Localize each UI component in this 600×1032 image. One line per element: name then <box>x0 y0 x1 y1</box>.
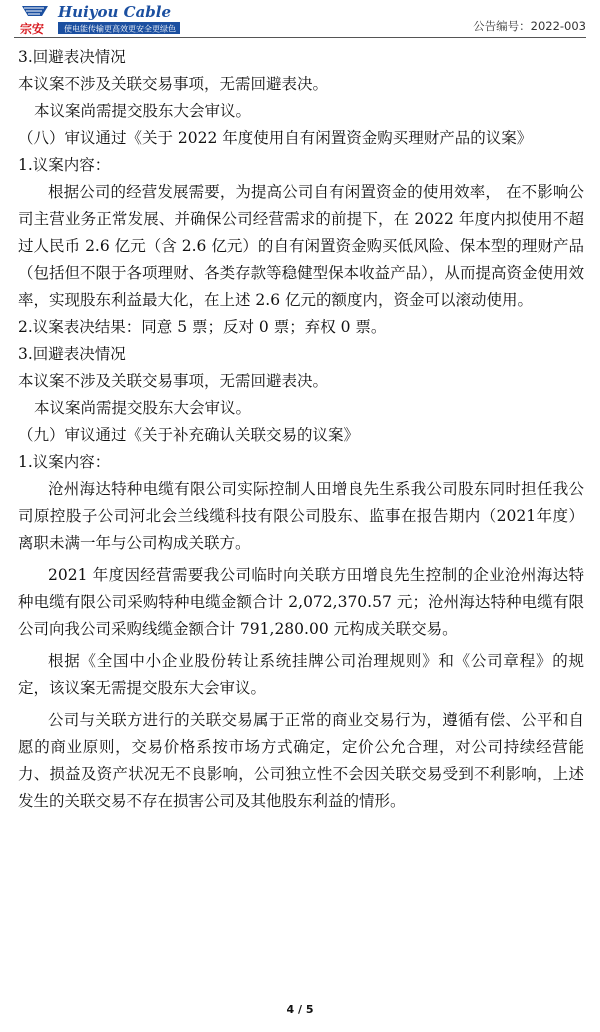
paragraph: 1.议案内容： <box>18 156 111 174</box>
paragraph: 公司与关联方进行的关联交易属于正常的商业交易行为，遵循有偿、公平和自愿的商业原则，交易价格系按市场方式确定，定价公允合理，对公司持续经营能力、损益及资产状况无不良影响，公司独立性不会因关联交易受到不利影响，上述发生的关联交易不存在损害公司及其他股东利益的情形。 <box>18 711 584 810</box>
paragraph: 3.回避表决情况 <box>18 48 126 66</box>
paragraph: 2.议案表决结果：同意 5 票；反对 0 票；弃权 0 票。 <box>18 318 387 336</box>
page-header <box>0 0 600 40</box>
logo-graphic <box>18 3 183 37</box>
paragraph: 本议案不涉及关联交易事项，无需回避表决。 <box>18 75 329 93</box>
section-heading: （九）审议通过《关于补充确认关联交易的议案》 <box>18 426 360 444</box>
paragraph: 沧州海达特种电缆有限公司实际控制人田增良先生系我公司股东同时担任我公司原控股子公司河北会兰线缆科技有限公司股东、监事在报告期内（2021年度）离职未满一年与公司构成关联方。 <box>18 480 584 552</box>
section-heading: （八）审议通过《关于 2022 年度使用自有闲置资金购买理财产品的议案》 <box>18 129 533 147</box>
logo-en-text: Huiyou Cable <box>58 3 172 21</box>
page-number: 4 / 5 <box>286 1003 314 1016</box>
paragraph: 本议案不涉及关联交易事项，无需回避表决。 <box>18 372 329 390</box>
paragraph: 本议案尚需提交股东大会审议。 <box>34 102 252 120</box>
logo-slogan-text: 使电能传输更高效更安全更绿色 <box>64 24 176 34</box>
company-logo <box>18 3 183 37</box>
paragraph: 2021 年度因经营需要我公司临时向关联方田增良先生控制的企业沧州海达特种电缆有限公司采购特种电缆金额合计 2,072,370.57 元；沧州海达特种电缆有限公司向我公司采购线缆金额合计 791,280.00 元构成关联交易。 <box>18 566 584 638</box>
document-body <box>18 44 584 815</box>
logo-emblem-icon <box>22 6 48 16</box>
paragraph: 根据公司的经营发展需要，为提高公司自有闲置资金的使用效率， 在不影响公司主营业务正常发展、并确保公司经营需求的前提下，在 2022 年度内拟使用不超过人民币 2.6 亿元（含 2.6 亿元）的自有闲置资金购买低风险、保本型的理财产品（包括但不限于各项理财、各类存款等稳健型保本收益产品），从而提高资金使用效率，实现股东利益最大化，在上述 2.6 亿元的额度内，资金可以滚动使用。 <box>18 183 584 309</box>
paragraph: 根据《全国中小企业股份转让系统挂牌公司治理规则》和《公司章程》的规定，该议案无需提交股东大会审议。 <box>18 652 584 697</box>
announcement-number: 公告编号：2022-003 <box>473 19 586 33</box>
paragraph: 本议案尚需提交股东大会审议。 <box>34 399 252 417</box>
paragraph: 1.议案内容： <box>18 453 111 471</box>
paragraph: 3.回避表决情况 <box>18 345 126 363</box>
header-divider <box>14 37 586 38</box>
logo-cn-text: 宗安 <box>20 22 45 36</box>
